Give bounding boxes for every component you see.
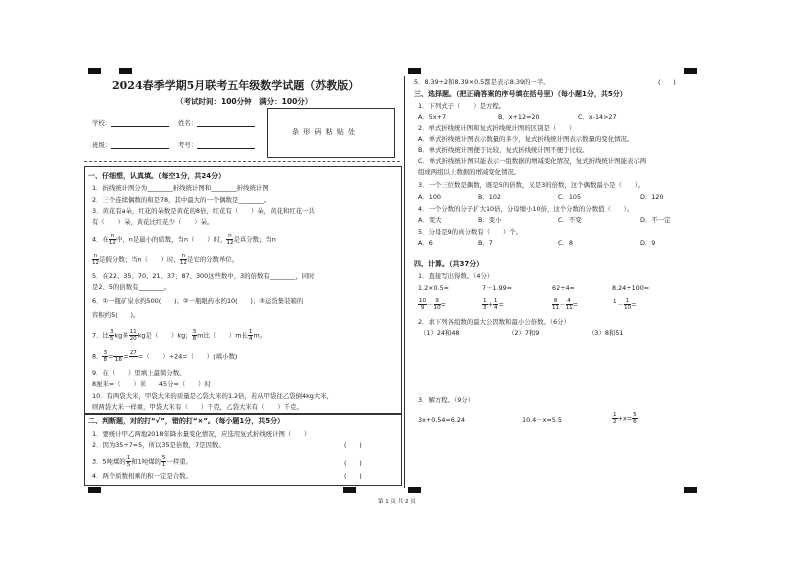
s1-question-4: 4．在 $\frac{n}{12}$ 中，n是最小的质数，当n（ ）时， $\frac{n}{12}$ 是真分数；当n: [92, 233, 276, 246]
registration-mark: [408, 487, 421, 493]
school-label: 学校：: [92, 118, 169, 127]
s1-question-7: 7．比 $\frac{3}{5}$ kg多 $\frac{11}{20}$ kg是（ ）kg； $\frac{3}{8}$ m比（ ）m长 $\frac{1}{4}$ m。: [92, 329, 267, 342]
s1-question-2: 2．三个连续偶数的和是78，其中最大的一个偶数是________。: [92, 196, 271, 204]
registration-mark: [408, 68, 421, 74]
s3-question-3: 3．一个三位数是偶数，既是5的倍数，又是3的倍数，这个偶数最小是（ ）。: [418, 181, 645, 189]
s3-q4-option-b[interactable]: B．变小: [478, 216, 502, 224]
header-divider: [84, 161, 400, 162]
s2-question-4: 4．两个质数相乘的积一定是合数。: [92, 472, 192, 480]
s1-question-5b: 是2、5的倍数有________。: [92, 283, 171, 291]
s3-q1-option-b[interactable]: B．x+12=20: [498, 113, 540, 121]
s3-question-2: 2．单式折线统计图和复式折线统计图的区别是（ ）: [418, 124, 576, 132]
s3-q5-option-d[interactable]: D．9: [640, 239, 656, 247]
s1-question-1: 1．折线统计图分为________折线统计图和________折线统计图: [92, 184, 269, 192]
s3-q5-option-c[interactable]: C．8: [558, 239, 573, 247]
s3-q2-option-b[interactable]: B．单式折线统计图便于比较，复式折线统计图不便于比较。: [418, 146, 589, 154]
name-field[interactable]: [197, 118, 255, 127]
s2-question-5: 5．8.39÷2和8.39×0.5都是表示8.39的一半。: [414, 78, 550, 86]
s3-question-1: 1．下列式子（ ）是方程。: [418, 102, 506, 110]
registration-mark: [88, 487, 101, 493]
page-footer: 第 1 页 共 2 页: [378, 499, 416, 505]
calc-6: $\frac{1}{3}$ + $\frac{1}{4}$ =: [483, 298, 504, 311]
s1-question-10b: 则两袋大米一样重，甲袋大米有（ ）千克，乙袋大米有（ ）千克。: [92, 403, 303, 411]
s3-q3-option-a[interactable]: A．100: [418, 193, 441, 201]
s4-question-2: 2．求下列各组数的最大公因数和最小公倍数。（6分）: [418, 318, 570, 326]
calc-1: 1.2×0.5=: [418, 284, 450, 292]
s3-q2-option-c-cont: 组或两组以上数据的增减变化情况。: [418, 168, 521, 176]
s3-q4-option-d[interactable]: D．不一定: [640, 216, 671, 224]
registration-mark: [684, 487, 697, 493]
section-4-heading: 四、计算。（共37分）: [414, 260, 484, 268]
s2-answer-5[interactable]: ( ): [658, 78, 676, 86]
registration-mark: [119, 68, 132, 74]
gcd-3: （3）8和51: [588, 329, 624, 337]
barcode-label: 条 形 码 粘 贴 处: [292, 128, 357, 136]
equation-2: 10.4－x=5.5: [522, 416, 562, 424]
section-3-heading: 三、选择题。（把正确答案的序号填在括号里）（每小题1分，共5分）: [414, 90, 627, 98]
s3-q1-option-a[interactable]: A．5x+7: [418, 113, 447, 121]
s2-answer-2[interactable]: ( ): [344, 441, 362, 449]
s1-question-4b: $\frac{n}{12}$ 是假分数；当n（ ）时， $\frac{n}{12}$ 是它的分数单位。: [92, 253, 239, 266]
s3-q2-option-c[interactable]: C．单式折线统计图只能表示一组数据的增减变化情况，复式折线统计图能表示两: [418, 157, 647, 165]
class-field[interactable]: [111, 140, 169, 149]
s3-q4-option-c[interactable]: C．不变: [558, 216, 582, 224]
section-2-heading: 二、判断题，对的打“√”，错的打“×”。（每小题1分，共5分）: [88, 417, 285, 425]
s2-question-1: 1．要统计甲乙两地2018年降水量变化情况，应选用复式折线统计图（ ）: [92, 430, 311, 438]
s3-q1-option-c[interactable]: C．x-14>27: [578, 113, 617, 121]
s1-question-8: 8． $\frac{3}{8}$ = 16 = 27 =（ ）÷24=（ ）(填小数): [92, 350, 238, 363]
calc-7: $\frac{8}{11}$ － $\frac{4}{11}$ =: [552, 298, 578, 311]
gcd-2: （2）7和9: [508, 329, 540, 337]
s1-question-6b: 容积约5( )。: [92, 311, 140, 319]
s2-question-2: 2．因为35÷7=5，所以35是倍数，7是因数。: [92, 441, 225, 449]
s3-q3-option-b[interactable]: B．102: [478, 193, 501, 201]
class-label: 班级：: [92, 140, 169, 149]
equation-1: 3x+0.54=6.24: [418, 416, 466, 424]
gcd-1: （1）24和48: [420, 329, 460, 337]
exam-info: （考试时间：100分钟 满分：100分）: [176, 97, 313, 106]
s1-question-3b: 有（ ）朵，黄花比红花少（ ）朵。: [92, 218, 214, 226]
registration-mark: [88, 68, 101, 74]
s1-question-10a: 10．有两袋大米，甲袋大米的质量是乙袋大米的1.2倍，若从甲袋往乙袋倒4kg大米，: [92, 392, 334, 400]
name-label: 姓名：: [178, 118, 255, 127]
s3-q4-option-a[interactable]: A．变大: [418, 216, 442, 224]
equation-3: $\frac{1}{2}$ +x= $\frac{5}{6}$: [613, 412, 637, 425]
s1-question-6a: 6．①一瓶矿泉水约500( )；②一瓶眼药水约10( )；③运货集装箱的: [92, 297, 304, 305]
registration-mark: [684, 68, 697, 74]
s3-question-5: 5．分母是9的真分数有（ ）个。: [418, 228, 522, 236]
registration-mark: [343, 487, 356, 493]
s3-q3-option-c[interactable]: C．105: [558, 193, 582, 201]
exam-number-label: 考号：: [178, 140, 255, 149]
column-divider: [404, 76, 405, 488]
s3-q3-option-d[interactable]: D．120: [640, 193, 664, 201]
calc-4: 8.24÷100=: [612, 284, 650, 292]
s4-question-3: 3．解方程。（9分）: [418, 396, 475, 404]
school-field[interactable]: [111, 118, 169, 127]
page-title: 2024春季学期5月联考五年级数学试题（苏教版）: [112, 79, 360, 92]
s3-q2-option-a[interactable]: A．单式折线统计图表示数量的多少，复式折线统计图表示数量的变化情况。: [418, 135, 634, 143]
s3-question-4: 4．一个分数的分子扩大10倍，分母缩小10倍，这个分数的分数值（ ）。: [418, 205, 634, 213]
s2-answer-3[interactable]: ( ): [344, 459, 362, 467]
calc-2: 7－1.99=: [482, 284, 513, 292]
calc-3: 62÷4=: [552, 284, 575, 292]
section-1-heading: 一、仔细想，认真填。（每空1分，共24分）: [88, 172, 226, 180]
calc-5: $\frac{10}{9}$ － $\frac{9}{10}$ =: [419, 298, 446, 311]
s1-question-3a: 3．黄花有a朵，红花的朵数是黄花的8倍，红花有（ ）朵，黄花和红花一共: [92, 207, 315, 215]
s3-q5-option-b[interactable]: B．7: [478, 239, 493, 247]
s2-question-3: 3．5吨煤的 $\frac{1}{5}$ 和1吨煤的 $\frac{5}{1}$ 一样重。: [92, 455, 193, 468]
s1-question-5a: 5．在22、35、70、21、37、87、300这些数中，3的倍数有________，同时: [92, 272, 315, 280]
s2-answer-4[interactable]: ( ): [344, 472, 362, 480]
s3-q5-option-a[interactable]: A．6: [418, 239, 433, 247]
s1-question-9a: 9．在（ ）里填上最简分数。: [92, 369, 186, 377]
s4-question-1: 1．直接写出得数。（4分）: [418, 272, 494, 280]
calc-8: 1 － $\frac{1}{10}$ =: [613, 298, 637, 311]
s1-question-9b: 8厘米=（ ）米 45分=（ ）时: [92, 380, 211, 388]
exam-number-field[interactable]: [197, 140, 255, 149]
